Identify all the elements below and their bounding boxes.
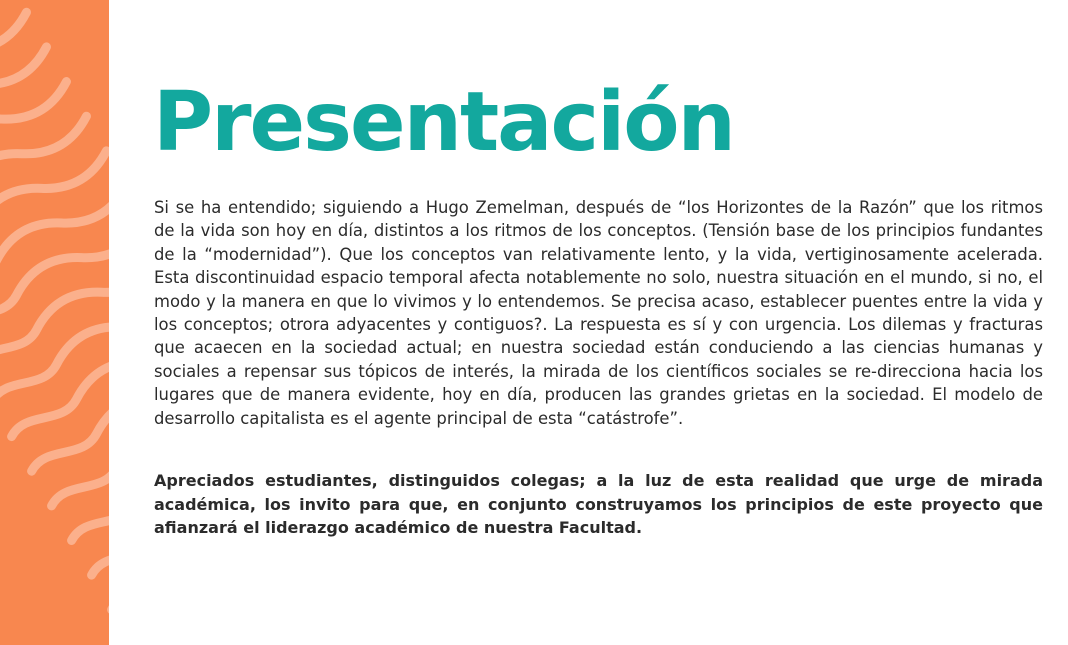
intro-paragraph: Si se ha entendido; siguiendo a Hugo Zemelman, después de “los Horizontes de la Razón” que los ritmos de la vida son hoy en día, distintos a los ritmos de los conceptos. (Tensión base de los principios fundantes de la “modernidad”). Que los conceptos van relativamente lento, y la vida, vertiginosamente acelerada. Esta discontinuidad espacio temporal afecta notablemente no solo, nuestra situación en el mundo, si no, el modo y la manera en que lo vivimos y lo entendemos. Se precisa acaso, establecer puentes entre la vida y los conceptos; otrora adyacentes y contiguos?. La respuesta es sí y con urgencia. Los dilemas y fracturas que acaecen en la sociedad actual; en nuestra sociedad están conduciendo a las ciencias humanas y sociales a repensar sus tópicos de interés, la mirada de los científicos sociales se re-direcciona hacia los lugares que de manera evidente, hoy en día, producen las grandes grietas en la sociedad. El modelo de desarrollo capitalista es el agente principal de esta “catástrofe”. — [154, 198, 1043, 428]
closing-paragraph: Apreciados estudiantes, distinguidos colegas; a la luz de esta realidad que urge de mirada académica, los invito para que, en conjunto construyamos los principios de este proyecto que afianzará el liderazgo académico de nuestra Facultad. — [154, 471, 1043, 537]
page-title: Presentación — [153, 75, 734, 170]
wave-pattern — [0, 0, 109, 645]
decorative-side-band — [0, 0, 109, 645]
